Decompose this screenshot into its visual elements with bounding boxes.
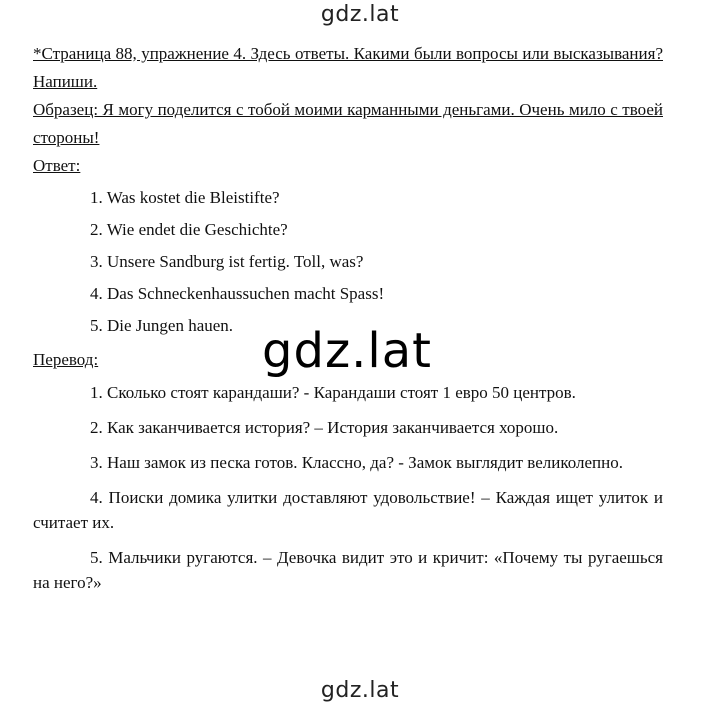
watermark-top: gdz.lat: [320, 2, 400, 27]
task-line: *Страница 88, упражнение 4. Здесь ответы. Какими были вопросы или высказывания? Напиши.: [33, 44, 663, 91]
translation-heading: Перевод:: [33, 350, 99, 369]
list-item: 3. Наш замок из песка готов. Классно, да? - Замок выглядит великолепно.: [90, 453, 623, 472]
list-item: 3. Unsere Sandburg ist fertig. Toll, was?: [90, 252, 364, 271]
translation-list: [33, 380, 663, 595]
answer-list: [33, 186, 663, 338]
list-item: 2. Как заканчивается история? – История заканчивается хорошо.: [90, 418, 559, 437]
watermark-center: gdz.lat: [262, 323, 432, 379]
list-item: 5. Die Jungen hauen.: [90, 316, 234, 335]
example-line: Образец: Я могу поделится с тобой моими карманными деньгами. Очень мило с твоей стороны!: [33, 100, 663, 147]
list-item: 4. Das Schneckenhaussuchen macht Spass!: [90, 284, 385, 303]
list-item: 1. Сколько стоят карандаши? - Карандаши стоят 1 евро 50 центров.: [90, 383, 576, 402]
watermark-bottom: gdz.lat: [320, 678, 400, 703]
list-item: 2. Wie endet die Geschichte?: [90, 220, 288, 239]
answer-heading: Ответ:: [33, 156, 81, 175]
list-item: 4. Поиски домика улитки доставляют удовольствие! – Каждая ищет улиток и считает их.: [33, 488, 663, 532]
list-item: 1. Was kostet die Bleistifte?: [90, 188, 280, 207]
list-item: 5. Мальчики ругаются. – Девочка видит это и кричит: «Почему ты ругаешься на него?»: [33, 548, 663, 592]
